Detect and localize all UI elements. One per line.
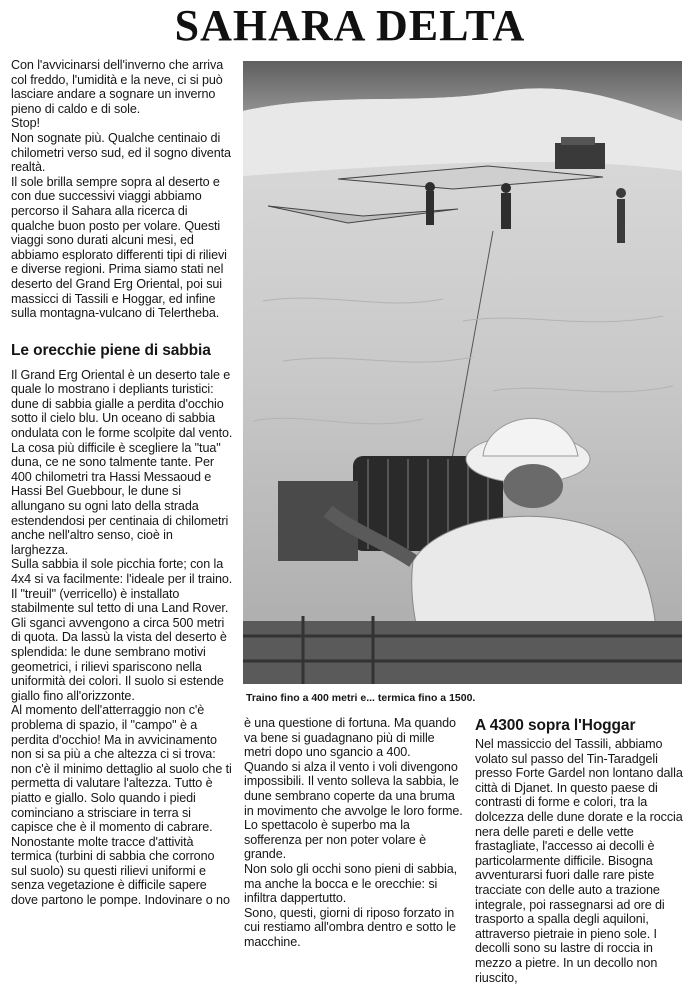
paragraph: Nel massiccio del Tassili, abbiamo volato sul passo del Tin-Taradgeli presso Forte Gardel non lontano dalla città di Djanet. In questo paese di contrasti di forme e colori, tra la dolcezza delle dune dorate e la roccia nera delle pareti e delle vette frastagliate, l'accesso ai decolli è particolarmente difficile. Bisogna avventurarsi fuori dalle rare piste tracciate con delle auto a trazione integrale, poi rassegnarsi ad ore di trasporto a spalla degli aquiloni, attraverso pietraie in pieno sole. I decolli sono su lastre di roccia in mezzo a pietre. In un decollo non riuscito, xyxy=(475,737,683,985)
paragraph: Al momento dell'atterraggio non c'è problema di spazio, il "campo" è a perdita d'occhio! Ma in avvicinamento non si sa più a che altezza ci si trova: non c'è il minimo dettaglio al suolo che ti permetta di valutare l'altezza. Tutto è piatto e giallo. Solo quando i piedi cominciano a strisciare in terra si capisce che è il momento di cabrare. xyxy=(11,703,232,835)
section-heading: Le orecchie piene di sabbia xyxy=(11,341,211,359)
paragraph: Stop! xyxy=(11,116,40,131)
photo-caption: Traino fino a 400 metri e... termica fino a 1500. xyxy=(246,692,476,704)
desert-photo xyxy=(243,61,682,684)
paragraph: Il "treuil" (verricello) è installato stabilmente sul tetto di una Land Rover. Gli sganci avvengono a circa 500 metri di quota. Da lassù la vista del deserto è splendida: le dune sembrano motivi geometrici, i rilievi spariscono nella uniformità dei colori. Il suolo si estende giallo fino all'orizzonte. xyxy=(11,586,229,703)
paragraph: è una questione di fortuna. Ma quando va bene si guadagnano più di mille metri dopo uno sgancio a 400. xyxy=(244,716,456,760)
paragraph: Il Grand Erg Oriental è un deserto tale e quale lo mostrano i depliants turistici: dune di sabbia gialle a perdita d'occhio sotto il cielo blu. Un oceano di sabbia ondulata con le forme scolpite dal vento. xyxy=(11,367,233,441)
column-right xyxy=(475,716,687,985)
paragraph: La cosa più difficile è scegliere la "tua" duna, ce ne sono talmente tante. Per 400 chilometri tra Hassi Messaoud e Hassi Bel Guebbour, le dune si allungano su ogni lato della strada estendendosi per centinaia di chilometri anche nell'altro senso, cioè in larghezza. xyxy=(11,440,229,557)
paragraph: Sono, questi, giorni di riposo forzato in cui restiamo all'ombra dentro e sotto le macchine. xyxy=(244,905,456,949)
article-title: SAHARA DELTA xyxy=(174,1,526,50)
paragraph: Sulla sabbia il sole picchia forte; con la 4x4 si va facilmente: l'ideale per il traino. xyxy=(11,557,233,586)
paragraph: Non solo gli occhi sono pieni di sabbia, ma anche la bocca e le orecchie: si infiltra dappertutto. xyxy=(244,861,458,906)
paragraph: Quando si alza il vento i voli divengono impossibili. Il vento solleva la sabbia, le dune sembrano coperte da una bruma in movimento che avvolge le loro forme. Lo spettacolo è superbo ma la sofferenza per non poter volare è grande. xyxy=(244,759,463,862)
paragraph: Con l'avvicinarsi dell'inverno che arriva col freddo, l'umidità e la neve, ci si può lasciare andare a sognare un inverno pieno di caldo e di sole. xyxy=(11,58,224,116)
column-left xyxy=(11,58,233,908)
column-middle xyxy=(244,716,464,950)
paragraph: Non sognate più. Qualche centinaio di chilometri verso sud, ed il sogno diventa realtà. xyxy=(11,130,231,175)
photo-illustration xyxy=(243,61,682,684)
paragraph: Nonostante molte tracce d'attività termica (turbini di sabbia che corrono sul suolo) su questi rilievi uniformi e senza vegetazione è difficile sapere dove partono le pompe. Indovinare o no xyxy=(11,834,230,908)
section-heading: A 4300 sopra l'Hoggar xyxy=(475,717,636,734)
paragraph: Il sole brilla sempre sopra al deserto e con due successivi viaggi abbiamo percorso il Sahara alla ricerca di qualche buon posto per volare. Questi viaggi sono durati alcuni mesi, ed abbiamo esplorato differenti tipi di rilievi e diverse regioni. Prima siamo stati nel deserto del Grand Erg Oriental, poi sui massicci di Tassili e Hoggar, ed infine sulla montagna-vulcano di Telertheba. xyxy=(11,174,227,321)
